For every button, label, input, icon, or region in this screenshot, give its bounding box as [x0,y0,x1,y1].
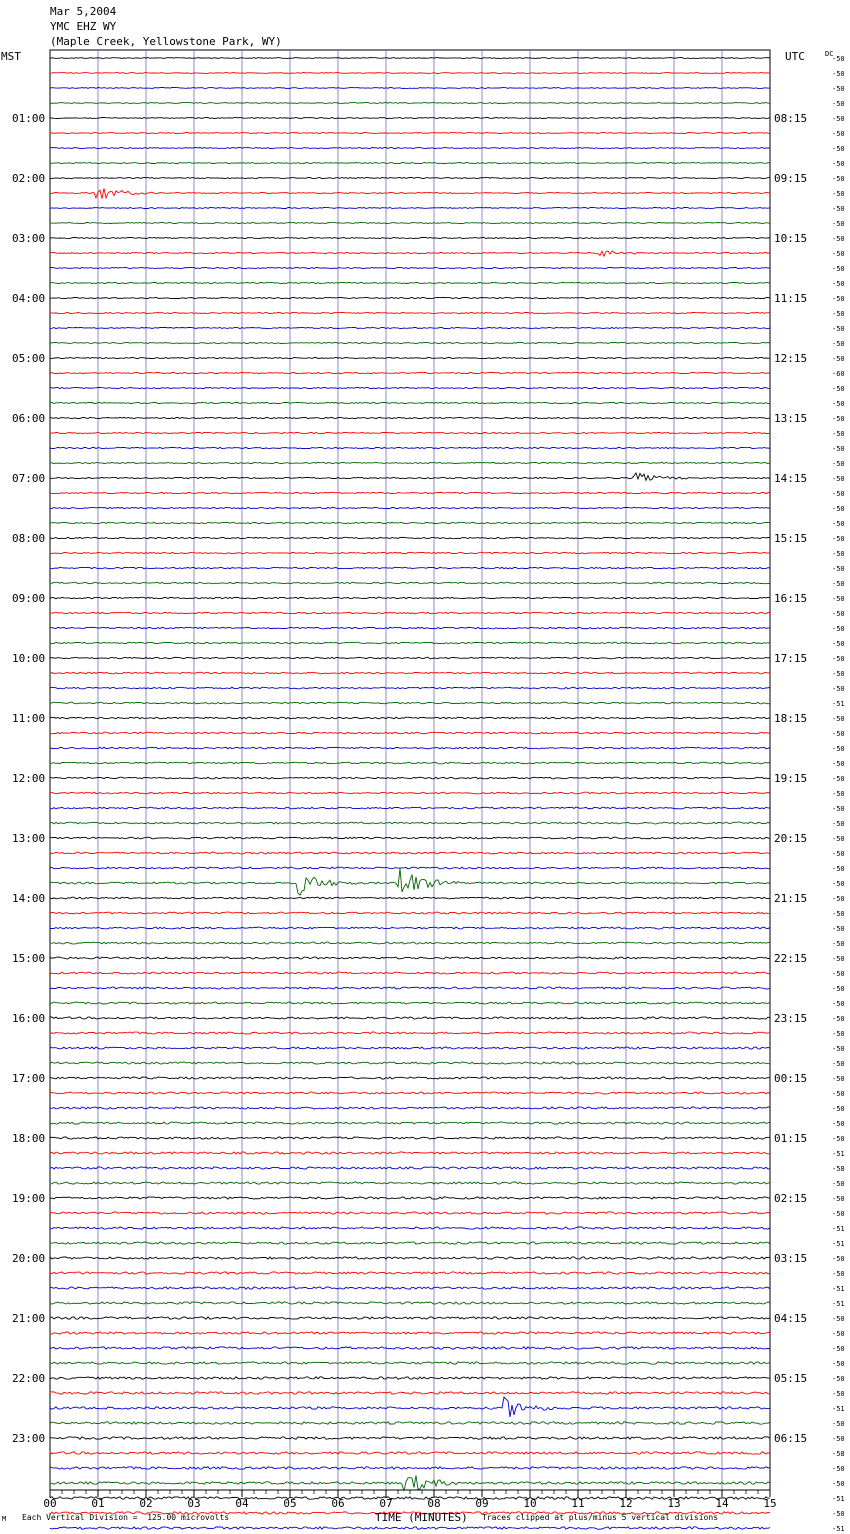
seismic-trace [50,417,770,418]
dc-offset-label: -50 [832,880,845,888]
right-hour-label: 15:15 [774,532,808,545]
dc-offset-label: -51 [832,1495,845,1503]
right-hour-label: 05:15 [774,1372,808,1385]
seismic-trace [50,342,770,343]
seismic-trace [50,1272,770,1274]
dc-offset-label: -50 [832,1375,845,1383]
dc-offset-label: -50 [832,865,845,873]
dc-offset-label: -50 [832,130,845,138]
dc-offset-label: -50 [832,1360,845,1368]
seismic-trace [50,118,770,119]
dc-offset-label: -50 [832,145,845,153]
right-hour-label: 12:15 [774,352,808,365]
dc-offset-label: -50 [832,640,845,648]
right-hour-label: 06:15 [774,1432,808,1445]
dc-offset-label: -51 [832,1405,845,1413]
seismic-trace [50,837,770,839]
dc-offset-label: -50 [832,115,845,123]
dc-offset-label: -50 [832,610,845,618]
right-hour-label: 01:15 [774,1132,808,1145]
seismic-trace [50,822,770,824]
right-hour-label: 23:15 [774,1012,808,1025]
division-note: Each Vertical Division = 125.00 microvolts [22,1513,230,1522]
left-hour-label: 20:00 [12,1252,46,1265]
dc-offset-label: -50 [832,1015,845,1023]
seismic-trace [50,687,770,689]
left-hour-label: 21:00 [12,1312,46,1325]
dc-offset-label: -50 [832,805,845,813]
dc-offset-label: -50 [832,325,845,333]
x-tick-label: 12 [619,1497,633,1510]
dc-offset-label: -50 [832,1105,845,1113]
seismic-trace [50,672,770,674]
dc-label: DC [825,50,834,58]
dc-offset-label: -50 [832,820,845,828]
left-hour-label: 06:00 [12,412,46,425]
left-hour-label: 16:00 [12,1012,46,1025]
left-hour-label: 12:00 [12,772,46,785]
dc-offset-label: -50 [832,70,845,78]
dc-offset-label: -50 [832,1060,845,1068]
x-tick-label: 01 [91,1497,105,1510]
seismic-trace [50,897,770,899]
dc-offset-label: -50 [832,1510,845,1518]
seismic-trace [50,73,770,74]
dc-offset-label: -50 [832,655,845,663]
dc-offset-label: -50 [832,430,845,438]
right-hour-label: 11:15 [774,292,808,305]
dc-offset-label: -50 [832,160,845,168]
seismic-trace [50,1197,770,1199]
dc-offset-label: -50 [832,790,845,798]
seismic-trace [50,1527,770,1530]
right-hour-label: 09:15 [774,172,808,185]
left-hour-label: 14:00 [12,892,46,905]
left-hour-label: 09:00 [12,592,46,605]
dc-offset-label: -50 [832,565,845,573]
seismic-trace [50,1397,770,1417]
left-hour-label: 19:00 [12,1192,46,1205]
seismic-trace [50,1332,770,1334]
dc-offset-label: -50 [832,1090,845,1098]
dc-offset-label: -50 [832,520,845,528]
dc-offset-label: -50 [832,1075,845,1083]
dc-offset-label: -51 [832,1300,845,1308]
seismic-trace [50,1107,770,1109]
dc-offset-label: -50 [832,415,845,423]
seismic-trace [50,1182,770,1184]
seismic-trace [50,1047,770,1049]
seismic-trace [50,747,770,749]
dc-offset-label: -51 [832,1240,845,1248]
right-hour-label: 08:15 [774,112,808,125]
seismic-trace [50,972,770,974]
dc-offset-label: -50 [832,265,845,273]
dc-offset-label: -50 [832,670,845,678]
dc-offset-label: -50 [832,1465,845,1473]
seismic-trace [50,732,770,734]
right-hour-label: 17:15 [774,652,808,665]
right-hour-label: 10:15 [774,232,808,245]
dc-offset-label: -50 [832,835,845,843]
dc-offset-label: -50 [832,205,845,213]
right-hour-label: 00:15 [774,1072,808,1085]
x-tick-label: 13 [667,1497,681,1510]
seismic-trace [50,762,770,764]
dc-offset-label: -50 [832,970,845,978]
seismic-trace [50,777,770,779]
x-tick-label: 06 [331,1497,345,1510]
dc-offset-label: -50 [832,85,845,93]
seismic-trace [50,148,770,149]
dc-offset-label: -50 [832,1315,845,1323]
dc-offset-label: -50 [832,1180,845,1188]
seismic-trace [50,1287,770,1289]
dc-offset-label: -50 [832,175,845,183]
seismic-trace [50,612,770,614]
seismic-trace [50,447,770,448]
dc-offset-label: -50 [832,1195,845,1203]
seismic-trace [50,567,770,568]
seismic-trace [50,1242,770,1244]
dc-offset-label: -50 [832,235,845,243]
dc-offset-label: -50 [832,55,845,63]
seismic-trace [50,1317,770,1319]
left-hour-label: 17:00 [12,1072,46,1085]
dc-offset-label: -50 [832,1420,845,1428]
seismic-trace [50,1017,770,1019]
dc-offset-label: -50 [832,580,845,588]
seismic-trace [50,642,770,644]
seismic-trace [50,537,770,538]
seismic-trace [50,267,770,268]
seismic-trace [50,582,770,583]
dc-offset-label: -50 [832,1210,845,1218]
dc-offset-label: -50 [832,340,845,348]
seismic-trace [50,188,770,198]
seismic-trace [50,957,770,959]
x-tick-label: 08 [427,1497,441,1510]
seismic-trace [50,402,770,403]
seismic-trace [50,1392,770,1394]
x-axis-label: TIME (MINUTES) [375,1511,468,1524]
dc-offset-label: -50 [832,490,845,498]
seismic-trace [50,1302,770,1304]
seismic-trace [50,869,770,896]
seismic-trace [50,1152,770,1154]
seismic-trace [50,942,770,944]
seismic-trace [50,327,770,328]
dc-offset-label: -50 [832,985,845,993]
seismic-trace [50,702,770,704]
seismic-trace [50,1257,770,1259]
seismic-trace [50,282,770,283]
header-station: YMC EHZ WY [50,20,117,33]
dc-offset-label: -50 [832,1255,845,1263]
dc-offset-label: -51 [832,700,845,708]
dc-offset-label: -50 [832,1135,845,1143]
dc-offset-label: -50 [832,775,845,783]
dc-offset-label: -50 [832,715,845,723]
dc-offset-label: -50 [832,625,845,633]
dc-offset-label: -50 [832,940,845,948]
seismic-trace [50,1212,770,1214]
dc-offset-label: -50 [832,250,845,258]
dc-offset-label: -50 [832,100,845,108]
seismic-trace [50,597,770,599]
dc-offset-label: -51 [832,1150,845,1158]
header-location: (Maple Creek, Yellowstone Park, WY) [50,35,282,48]
right-hour-label: 03:15 [774,1252,808,1265]
seismic-trace [50,357,770,358]
seismic-trace [50,208,770,209]
seismic-trace [50,312,770,313]
seismic-trace [50,1467,770,1469]
dc-offset-label: -50 [832,400,845,408]
dc-offset-label: -50 [832,685,845,693]
left-hour-label: 15:00 [12,952,46,965]
dc-offset-label: -50 [832,730,845,738]
seismic-trace [50,927,770,929]
seismic-trace [50,133,770,134]
right-hour-label: 18:15 [774,712,808,725]
seismic-trace [50,912,770,914]
dc-offset-label: -50 [832,1030,845,1038]
dc-offset-label: -50 [832,460,845,468]
left-hour-label: 07:00 [12,472,46,485]
seismic-trace [50,1347,770,1349]
seismic-trace [50,58,770,59]
left-hour-label: 01:00 [12,112,46,125]
header-date: Mar 5,2004 [50,5,117,18]
seismic-trace [50,387,770,388]
right-hour-label: 19:15 [774,772,808,785]
seismic-trace [50,1002,770,1004]
dc-offset-label: -58 [832,1165,845,1173]
seismic-trace [50,1122,770,1124]
dc-offset-label: -50 [832,595,845,603]
seismic-trace [50,867,770,869]
seismic-trace [50,88,770,89]
dc-offset-label: -60 [832,370,845,378]
left-hour-label: 02:00 [12,172,46,185]
seismic-trace [50,522,770,523]
left-hour-label: 03:00 [12,232,46,245]
footer-mark: M [2,1515,7,1523]
dc-offset-label: -50 [832,1000,845,1008]
seismic-trace [50,792,770,794]
right-hour-label: 13:15 [774,412,808,425]
seismic-trace [50,462,770,463]
left-hour-label: 10:00 [12,652,46,665]
x-tick-label: 15 [763,1497,777,1510]
dc-offset-label: -50 [832,1120,845,1128]
dc-offset-label: -50 [832,310,845,318]
right-hour-label: 16:15 [774,592,808,605]
left-hour-label: 11:00 [12,712,46,725]
left-hour-label: 05:00 [12,352,46,365]
dc-offset-label: -50 [832,850,845,858]
dc-offset-label: -50 [832,745,845,753]
dc-offset-label: -50 [832,1345,845,1353]
dc-offset-label: -50 [832,760,845,768]
dc-offset-label: -50 [832,1330,845,1338]
right-hour-label: 21:15 [774,892,808,905]
seismic-trace [50,163,770,164]
right-hour-label: 04:15 [774,1312,808,1325]
dc-offset-label: -50 [832,895,845,903]
seismic-trace [50,432,770,433]
left-hour-label: 22:00 [12,1372,46,1385]
seismic-trace [50,372,770,373]
x-tick-label: 09 [475,1497,489,1510]
dc-offset-label: -50 [832,535,845,543]
x-tick-label: 02 [139,1497,153,1510]
seismic-trace [50,1422,770,1424]
right-hour-label: 20:15 [774,832,808,845]
left-hour-label: 13:00 [12,832,46,845]
dc-offset-label: -50 [832,355,845,363]
seismic-trace [50,1032,770,1034]
seismic-trace [50,492,770,493]
seismic-trace [50,1452,770,1454]
seismic-trace [50,627,770,629]
dc-offset-label: -50 [832,955,845,963]
dc-offset-label: -58 [832,1450,845,1458]
right-hour-label: 14:15 [774,472,808,485]
seismic-trace [50,657,770,659]
dc-offset-label: -50 [832,445,845,453]
left-hour-label: 18:00 [12,1132,46,1145]
dc-offset-label: -50 [832,1045,845,1053]
dc-offset-label: -50 [832,550,845,558]
right-timezone-label: UTC [785,50,805,63]
x-tick-label: 07 [379,1497,393,1510]
clip-note: Traces clipped at plus/minus 5 vertical divisions [482,1513,719,1522]
dc-offset-label: -50 [832,295,845,303]
dc-offset-label: -51 [832,1525,845,1533]
x-tick-label: 04 [235,1497,249,1510]
seismic-trace [50,1062,770,1064]
left-timezone-label: MST [1,50,21,63]
seismic-trace [50,852,770,854]
x-tick-label: 05 [283,1497,297,1510]
x-tick-label: 03 [187,1497,201,1510]
seismic-trace [50,103,770,104]
seismic-trace [50,223,770,224]
right-hour-label: 02:15 [774,1192,808,1205]
seismic-trace [50,717,770,719]
x-tick-label: 00 [43,1497,57,1510]
dc-offset-label: -50 [832,1480,845,1488]
seismic-trace [50,1497,770,1500]
seismic-trace [50,552,770,553]
x-tick-label: 10 [523,1497,537,1510]
left-hour-label: 23:00 [12,1432,46,1445]
dc-offset-label: -50 [832,220,845,228]
dc-offset-label: -50 [832,1435,845,1443]
dc-offset-label: -50 [832,475,845,483]
seismic-trace [50,251,770,256]
seismic-trace [50,1077,770,1079]
dc-offset-label: -50 [832,280,845,288]
seismic-trace [50,507,770,508]
seismic-trace [50,1092,770,1094]
seismic-trace [50,1227,770,1229]
dc-offset-label: -51 [832,1225,845,1233]
seismic-trace [50,987,770,989]
x-tick-label: 11 [571,1497,585,1510]
dc-offset-label: -50 [832,1270,845,1278]
seismic-trace [50,1475,770,1491]
left-hour-label: 04:00 [12,292,46,305]
seismic-trace [50,473,770,480]
seismic-trace [50,1167,770,1169]
seismic-trace [50,238,770,239]
right-hour-label: 22:15 [774,952,808,965]
dc-offset-label: -51 [832,1285,845,1293]
dc-offset-label: -50 [832,1390,845,1398]
seismic-trace [50,178,770,179]
left-hour-label: 08:00 [12,532,46,545]
dc-offset-label: -50 [832,385,845,393]
seismic-trace [50,1377,770,1379]
seismic-trace [50,807,770,809]
dc-offset-label: -50 [832,910,845,918]
x-tick-label: 14 [715,1497,729,1510]
seismic-trace [50,1362,770,1364]
dc-offset-label: -50 [832,505,845,513]
seismic-trace [50,297,770,298]
dc-offset-label: -50 [832,925,845,933]
dc-offset-label: -50 [832,190,845,198]
seismic-trace [50,1437,770,1439]
seismic-trace [50,1137,770,1139]
